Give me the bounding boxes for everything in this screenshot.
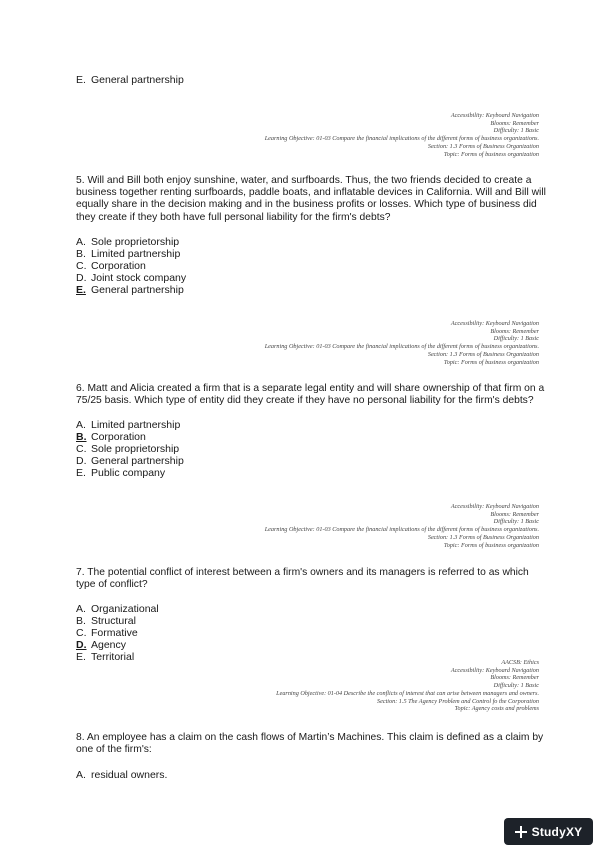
option-e-correct: E. General partnership xyxy=(76,284,184,296)
meta-line: Section: 1.3 Forms of Business Organization xyxy=(427,533,539,541)
option-d: D. Joint stock company xyxy=(76,272,187,284)
meta-line: Section: 1.3 Forms of Business Organization xyxy=(427,142,539,150)
meta-line: Accessibility: Keyboard Navigation xyxy=(450,320,539,327)
question-6: 6. Matt and Alicia created a firm that is a separate legal entity and will share ownership of that firm on a 75/25 basis. Which type of entity did they create if they have no personal liability for the firm's debts? xyxy=(76,383,545,407)
meta-line: Blooms: Remember xyxy=(490,119,539,127)
option-b: B. Structural xyxy=(76,615,136,627)
meta-line: Section: 1.3 Forms of Business Organization xyxy=(427,350,539,358)
plus-icon xyxy=(515,826,527,838)
meta-line: Learning Objective: 01-03 Compare the financial implications of the different forms of business organizations. xyxy=(264,526,539,534)
meta-line: Topic: Forms of business organization xyxy=(443,358,539,366)
option-d: D. General partnership xyxy=(76,455,184,467)
top-answer xyxy=(76,74,184,86)
question-8-options xyxy=(76,769,167,781)
meta-line: Blooms: Remember xyxy=(490,674,539,682)
question-metadata xyxy=(265,320,539,366)
option-e: E. Public company xyxy=(76,467,166,479)
option-a: A. Sole proprietorship xyxy=(76,236,180,248)
meta-line: Topic: Agency costs and problems xyxy=(454,705,539,713)
meta-line: Blooms: Remember xyxy=(490,327,539,335)
meta-line: Learning Objective: 01-03 Compare the financial implications of the different forms of business organizations. xyxy=(264,135,539,143)
meta-line: Blooms: Remember xyxy=(490,510,539,518)
meta-line: Difficulty: 1 Basic xyxy=(493,335,539,343)
answer-letter: E. xyxy=(76,74,86,86)
question-7-options xyxy=(76,603,159,663)
question-8: 8. An employee has a claim on the cash flows of Martin’s Machines. This claim is defined as a claim by one of the firm's: xyxy=(76,732,544,756)
option-d-correct: D. Agency xyxy=(76,639,127,651)
option-b: B. Limited partnership xyxy=(76,248,181,260)
meta-line: Section: 1.5 The Agency Problem and Control fo the Corporation xyxy=(376,697,539,705)
option-b-correct: B. Corporation xyxy=(76,431,146,443)
answer-text: General partnership xyxy=(91,74,184,86)
option-c: C. Formative xyxy=(76,627,138,639)
meta-line: Difficulty: 1 Basic xyxy=(493,682,539,690)
question-7: 7. The potential conflict of interest between a firm's owners and its managers is referred to as which type of conflict? xyxy=(76,567,529,591)
logo-text: StudyXY xyxy=(531,824,583,839)
option-a: A. Organizational xyxy=(76,603,159,615)
option-a: A. residual owners. xyxy=(76,769,168,781)
meta-line: Learning Objective: 01-03 Compare the financial implications of the different forms of business organizations. xyxy=(264,343,539,351)
question-5: 5. Will and Bill both enjoy sunshine, water, and surfboards. Thus, the two friends decided to create a business together renting surfboards, paddle boats, and inflatable devices in California. Will and Bill will equally share in the decision making and in the business profits or losses. Which type of business did they create if they both have full personal liability for the firm's debts? xyxy=(76,175,546,223)
question-metadata xyxy=(265,503,539,549)
meta-line: Learning Objective: 01-04 Describe the conflicts of interest that can arise between managers and owners. xyxy=(276,689,539,697)
meta-line: Accessibility: Keyboard Navigation xyxy=(450,666,539,674)
question-metadata xyxy=(265,112,539,158)
meta-line: Accessibility: Keyboard Navigation xyxy=(450,112,539,119)
option-c: C. Sole proprietorship xyxy=(76,443,180,455)
question-metadata xyxy=(276,659,539,713)
option-a: A. Limited partnership xyxy=(76,419,181,431)
meta-line: AACSB: Ethics xyxy=(501,659,539,666)
meta-line: Difficulty: 1 Basic xyxy=(493,518,539,526)
question-6-options xyxy=(76,419,184,479)
meta-line: Topic: Forms of business organization xyxy=(443,150,539,158)
studyxy-logo[interactable] xyxy=(504,818,593,845)
option-e: E. Territorial xyxy=(76,651,135,663)
meta-line: Difficulty: 1 Basic xyxy=(493,127,539,135)
meta-line: Topic: Forms of business organization xyxy=(443,541,539,549)
meta-line: Accessibility: Keyboard Navigation xyxy=(450,503,539,510)
question-5-options xyxy=(76,236,186,296)
option-c: C. Corporation xyxy=(76,260,146,272)
